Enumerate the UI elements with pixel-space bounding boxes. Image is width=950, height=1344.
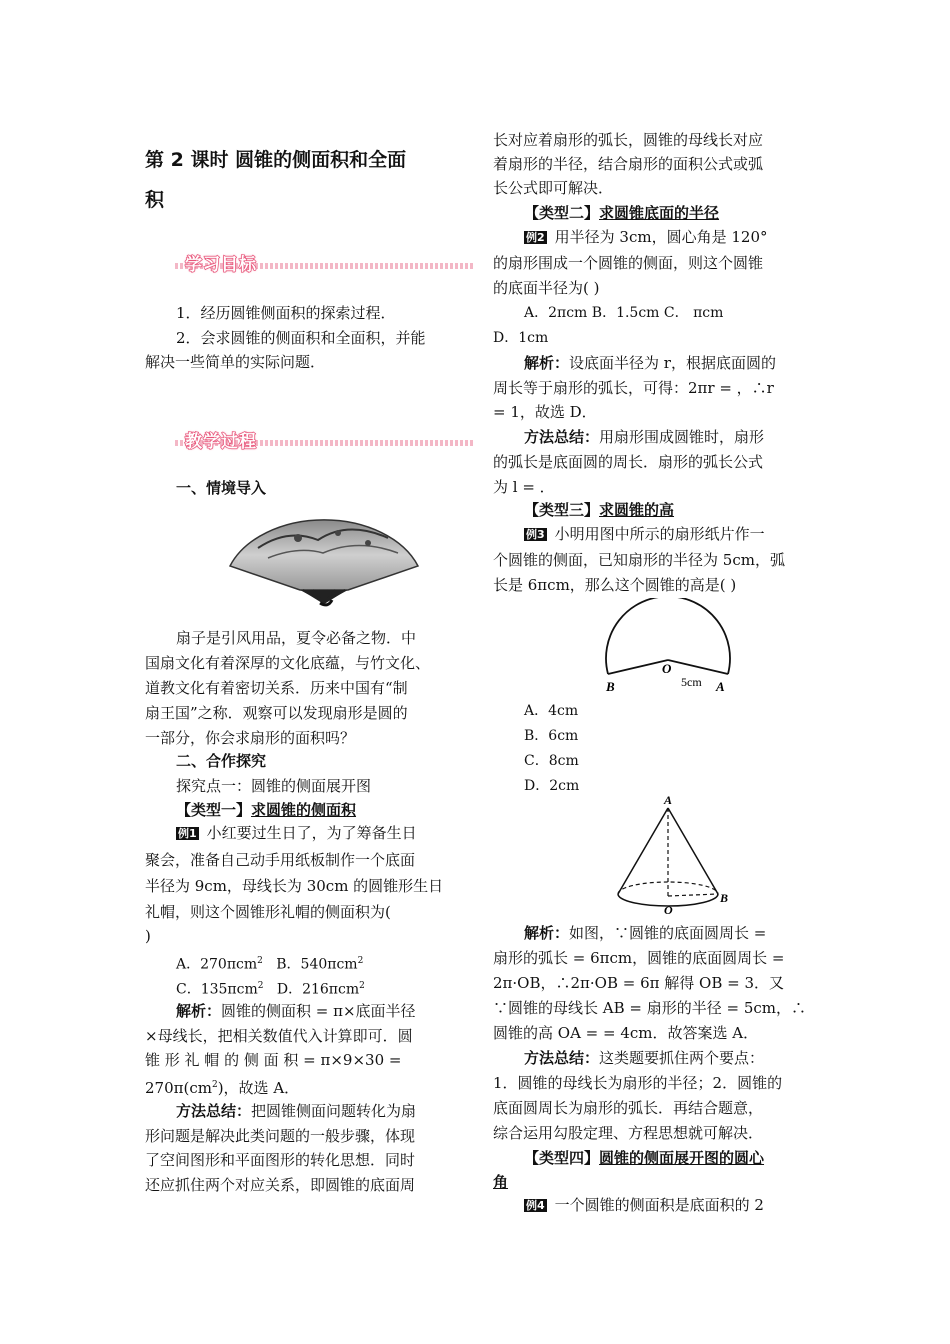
goal-2b: 解决一些简单的实际问题． bbox=[145, 353, 326, 371]
example-3-option-d: D．2cm bbox=[524, 778, 580, 794]
sector-label-o: O bbox=[662, 661, 672, 676]
sector-radius-label: 5cm bbox=[681, 675, 702, 689]
goal-2a: 2．会求圆锥的侧面积和全面积，并能 bbox=[176, 329, 426, 347]
sector-label-a: A bbox=[716, 679, 725, 694]
example-2-line-3: 的底面半径为( ) bbox=[493, 279, 600, 297]
example-1-line-3: 半径为 9cm，母线长为 30cm 的圆锥形生日 bbox=[145, 877, 444, 895]
example-1-solution-2: ×母线长，把相关数值代入计算即可．圆 bbox=[145, 1027, 413, 1045]
example-2-method-3: 为 l = ． bbox=[493, 478, 555, 496]
example-3-option-a: A．4cm bbox=[524, 703, 579, 719]
method-cont-3: 长公式即可解决． bbox=[493, 179, 614, 197]
cone-diagram bbox=[608, 790, 728, 918]
intro-line-5: 一部分，你会求扇形的面积吗？ bbox=[145, 729, 356, 747]
example-1-method-4: 还应抓住两个对应关系，即圆锥的底面周 bbox=[145, 1176, 416, 1194]
example-1-line-1: 例1 小红要过生日了，为了筹备生日 bbox=[178, 824, 417, 842]
example-1-line-2: 聚会，准备自己动手用纸板制作一个底面 bbox=[145, 851, 416, 869]
cone-label-b: B bbox=[720, 891, 728, 905]
sector-label-b: B bbox=[606, 679, 615, 694]
lesson-title-line1: 第 2 课时 圆锥的侧面积和全面 bbox=[145, 149, 407, 171]
folding-fan-image bbox=[228, 508, 420, 608]
process-banner-label: 教学过程 bbox=[185, 432, 257, 452]
example-1-tag: 例1 bbox=[178, 827, 197, 840]
type-2-heading: 【类型二】求圆锥底面的半径 bbox=[524, 204, 720, 222]
example-2-solution-1: 解析：设底面半径为 r，根据底面圆的 bbox=[524, 354, 776, 372]
example-3-solution-4: ∵圆锥的母线长 AB = 扇形的半径 = 5cm，∴ bbox=[493, 999, 807, 1017]
example-1-options-cd: C．135πcm$^2$ D．216πcm$^2$ bbox=[176, 981, 365, 998]
explore-point-1: 探究点一：圆锥的侧面展开图 bbox=[176, 777, 372, 795]
example-2-tag: 例2 bbox=[526, 231, 545, 244]
intro-line-4: 扇王国”之称．观察可以发现扇形是圆的 bbox=[145, 704, 408, 722]
type-1-heading: 【类型一】求圆锥的侧面积 bbox=[176, 801, 357, 819]
example-3-line-3: 长是 6πcm，那么这个圆锥的高是( ) bbox=[493, 576, 737, 594]
process-banner bbox=[175, 427, 473, 452]
example-1-solution-1: 解析：圆锥的侧面积 = π×底面半径 bbox=[176, 1002, 416, 1020]
goals-banner-label: 学习目标 bbox=[185, 255, 257, 275]
example-3-line-1: 例3 小明用图中所示的扇形纸片作一 bbox=[526, 525, 765, 543]
lesson-title-line2: 积 bbox=[145, 189, 165, 211]
example-2-solution-2: 周长等于扇形的弧长，可得：2πr = ，∴r bbox=[493, 379, 774, 397]
type-3-heading: 【类型三】求圆锥的高 bbox=[524, 501, 675, 519]
example-2-solution-3: = 1，故选 D． bbox=[493, 403, 597, 421]
example-3-solution-2: 扇形的弧长 = 6πcm，圆锥的底面圆周长 = bbox=[493, 949, 785, 967]
example-4-line-1: 例4 一个圆锥的侧面积是底面积的 2 bbox=[526, 1196, 764, 1214]
method-cont-2: 着扇形的半径，结合扇形的面积公式或弧 bbox=[493, 155, 764, 173]
example-3-method-3: 底面圆周长为扇形的弧长．再结合题意， bbox=[493, 1099, 764, 1117]
example-1-line-4: 礼帽，则这个圆锥形礼帽的侧面积为( bbox=[145, 903, 391, 921]
example-2-option-d: D．1cm bbox=[493, 330, 549, 346]
example-3-option-b: B．6cm bbox=[524, 728, 579, 744]
example-1-method-3: 了空间图形和平面图形的转化思想．同时 bbox=[145, 1151, 416, 1169]
example-2-line-1: 例2 用半径为 3cm，圆心角是 120° bbox=[526, 228, 768, 246]
type-4-heading-line-1: 【类型四】圆锥的侧面展开图的圆心 bbox=[524, 1149, 765, 1167]
intro-line-3: 道教文化有着密切关系．历来中国有“制 bbox=[145, 679, 408, 697]
example-1-method-1: 方法总结：把圆锥侧面问题转化为扇 bbox=[176, 1102, 417, 1120]
example-2-options: A．2πcm B．1.5cm C． πcm bbox=[524, 305, 724, 321]
type-4-heading-line-2: 角 bbox=[493, 1173, 509, 1191]
cone-label-o: O bbox=[664, 903, 673, 917]
goal-1: 1．经历圆锥侧面积的探索过程． bbox=[176, 304, 396, 322]
example-3-solution-3: 2π·OB，∴2π·OB = 6π 解得 OB = 3．又 bbox=[493, 974, 784, 992]
example-2-method-1: 方法总结：用扇形围成圆锥时，扇形 bbox=[524, 428, 765, 446]
example-1-options-ab: A．270πcm$^2$ B．540πcm$^2$ bbox=[176, 956, 364, 973]
example-3-option-c: C．8cm bbox=[524, 753, 579, 769]
example-1-solution-3: 锥 形 礼 帽 的 侧 面 积 = π×9×30 = bbox=[145, 1051, 402, 1069]
example-2-method-2: 的弧长是底面圆的周长．扇形的弧长公式 bbox=[493, 453, 764, 471]
example-3-solution-5: 圆锥的高 OA = = 4cm．故答案选 A． bbox=[493, 1024, 759, 1042]
intro-line-1: 扇子是引风用品，夏令必备之物．中 bbox=[176, 629, 417, 647]
example-3-tag: 例3 bbox=[526, 528, 545, 541]
example-3-method-2: 1．圆锥的母线长为扇形的半径；2．圆锥的 bbox=[493, 1074, 783, 1092]
example-1-solution-4: $270\pi(cm^2)$，故选 A． bbox=[145, 1079, 300, 1097]
example-2-line-2: 的扇形围成一个圆锥的侧面，则这个圆锥 bbox=[493, 254, 764, 272]
example-3-method-4: 综合运用勾股定理、方程思想就可解决． bbox=[493, 1124, 764, 1142]
example-1-method-2: 形问题是解决此类问题的一般步骤，体现 bbox=[145, 1127, 416, 1145]
example-4-tag: 例4 bbox=[526, 1199, 545, 1212]
example-3-solution-1: 解析：如图，∵圆锥的底面圆周长 = bbox=[524, 924, 767, 942]
method-cont-1: 长对应着扇形的弧长，圆锥的母线长对应 bbox=[493, 131, 764, 149]
example-3-line-2: 个圆锥的侧面，已知扇形的半径为 5cm，弧 bbox=[493, 551, 785, 569]
goals-banner bbox=[175, 250, 473, 275]
section-1-heading: 一、情境导入 bbox=[176, 479, 267, 497]
cone-label-a: A bbox=[664, 793, 673, 807]
example-1-line-5: ) bbox=[145, 927, 151, 945]
example-3-method-1: 方法总结：这类题要抓住两个要点： bbox=[524, 1049, 765, 1067]
intro-line-2: 国扇文化有着深厚的文化底蕴，与竹文化、 bbox=[145, 654, 431, 672]
section-2-heading: 二、合作探究 bbox=[176, 752, 267, 770]
sector-diagram bbox=[598, 598, 738, 698]
